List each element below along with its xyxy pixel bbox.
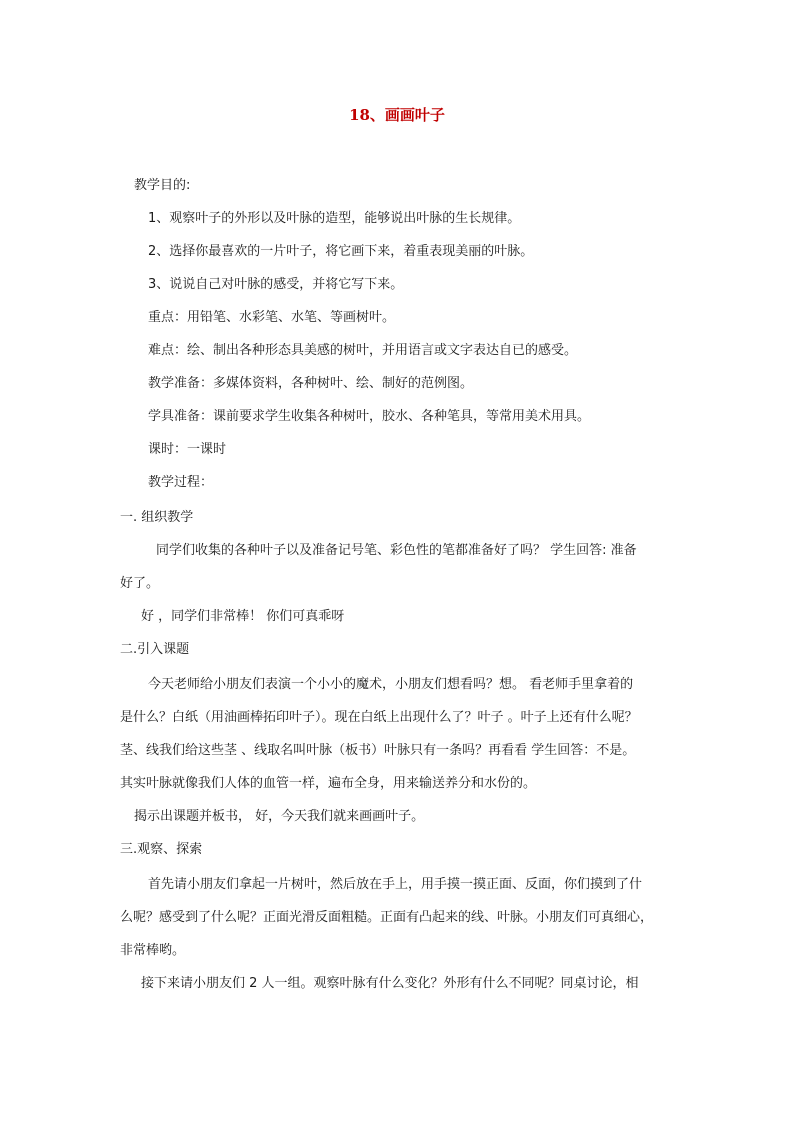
- text-line: 接下来请小朋友们 2 人一组。观察叶脉有什么变化？外形有什么不同呢？同桌讨论，相: [141, 976, 639, 991]
- page-title: 18、画画叶子: [349, 106, 445, 124]
- text-line: 非常棒哟。: [120, 943, 186, 958]
- section-heading: 三.观察、探索: [120, 842, 203, 857]
- text-line: 教学准备：多媒体资料，各种树叶、绘、制好的范例图。: [148, 376, 474, 391]
- text-line: 1、观察叶子的外形以及叶脉的造型，能够说出叶脉的生长规律。: [148, 211, 521, 226]
- text-line: 学具准备：课前要求学生收集各种树叶，胶水、各种笔具，等常用美术用具。: [148, 409, 591, 424]
- text-line: 重点：用铅笔、水彩笔、水笔、等画树叶。: [148, 310, 396, 325]
- section-heading: 二.引入课题: [120, 642, 190, 657]
- text-line: 好 ，同学们非常棒！ 你们可真乖呀: [141, 609, 345, 624]
- text-line: 课时：一课时: [148, 442, 227, 457]
- text-line: 2、选择你最喜欢的一片叶子，将它画下来，着重表现美丽的叶脉。: [148, 244, 534, 259]
- text-line: 3、说说自己对叶脉的感受，并将它写下来。: [148, 277, 404, 292]
- text-line: 教学过程：: [148, 475, 214, 490]
- text-line: 难点：绘、制出各种形态具美感的树叶，并用语言或文字表达自已的感受。: [148, 343, 578, 358]
- text-line: 教学目的:: [134, 178, 191, 193]
- text-line: 么呢？感受到了什么呢？正面光滑反面粗糙。正面有凸起来的线、叶脉。小朋友们可真细心，: [120, 910, 654, 925]
- text-line: 茎、线我们给这些茎 、线取名叫叶脉（板书）叶脉只有一条吗？再看看 学生回答：不是。: [120, 743, 636, 758]
- text-line: 今天老师给小朋友们表演一个小小的魔术，小朋友们想看吗？想。 看老师手里拿着的: [148, 677, 634, 692]
- text-line: 同学们收集的各种叶子以及准备记号笔、彩色性的笔都准备好了吗？ 学生回答: 准备: [156, 543, 637, 558]
- text-line: 首先请小朋友们拿起一片树叶，然后放在手上，用手摸一摸正面、反面，你们摸到了什: [148, 877, 643, 892]
- section-heading: 一. 组织教学: [120, 510, 194, 525]
- text-line: 其实叶脉就像我们人体的血管一样，遍布全身，用来输送养分和水份的。: [120, 776, 537, 791]
- text-line: 是什么？白纸（用油画棒拓印叶子）。现在白纸上出现什么了？叶子 。叶子上还有什么呢？: [120, 710, 638, 725]
- text-line: 揭示出课题并板书， 好，今天我们就来画画叶子。: [134, 809, 425, 824]
- text-line: 好了。: [120, 576, 160, 591]
